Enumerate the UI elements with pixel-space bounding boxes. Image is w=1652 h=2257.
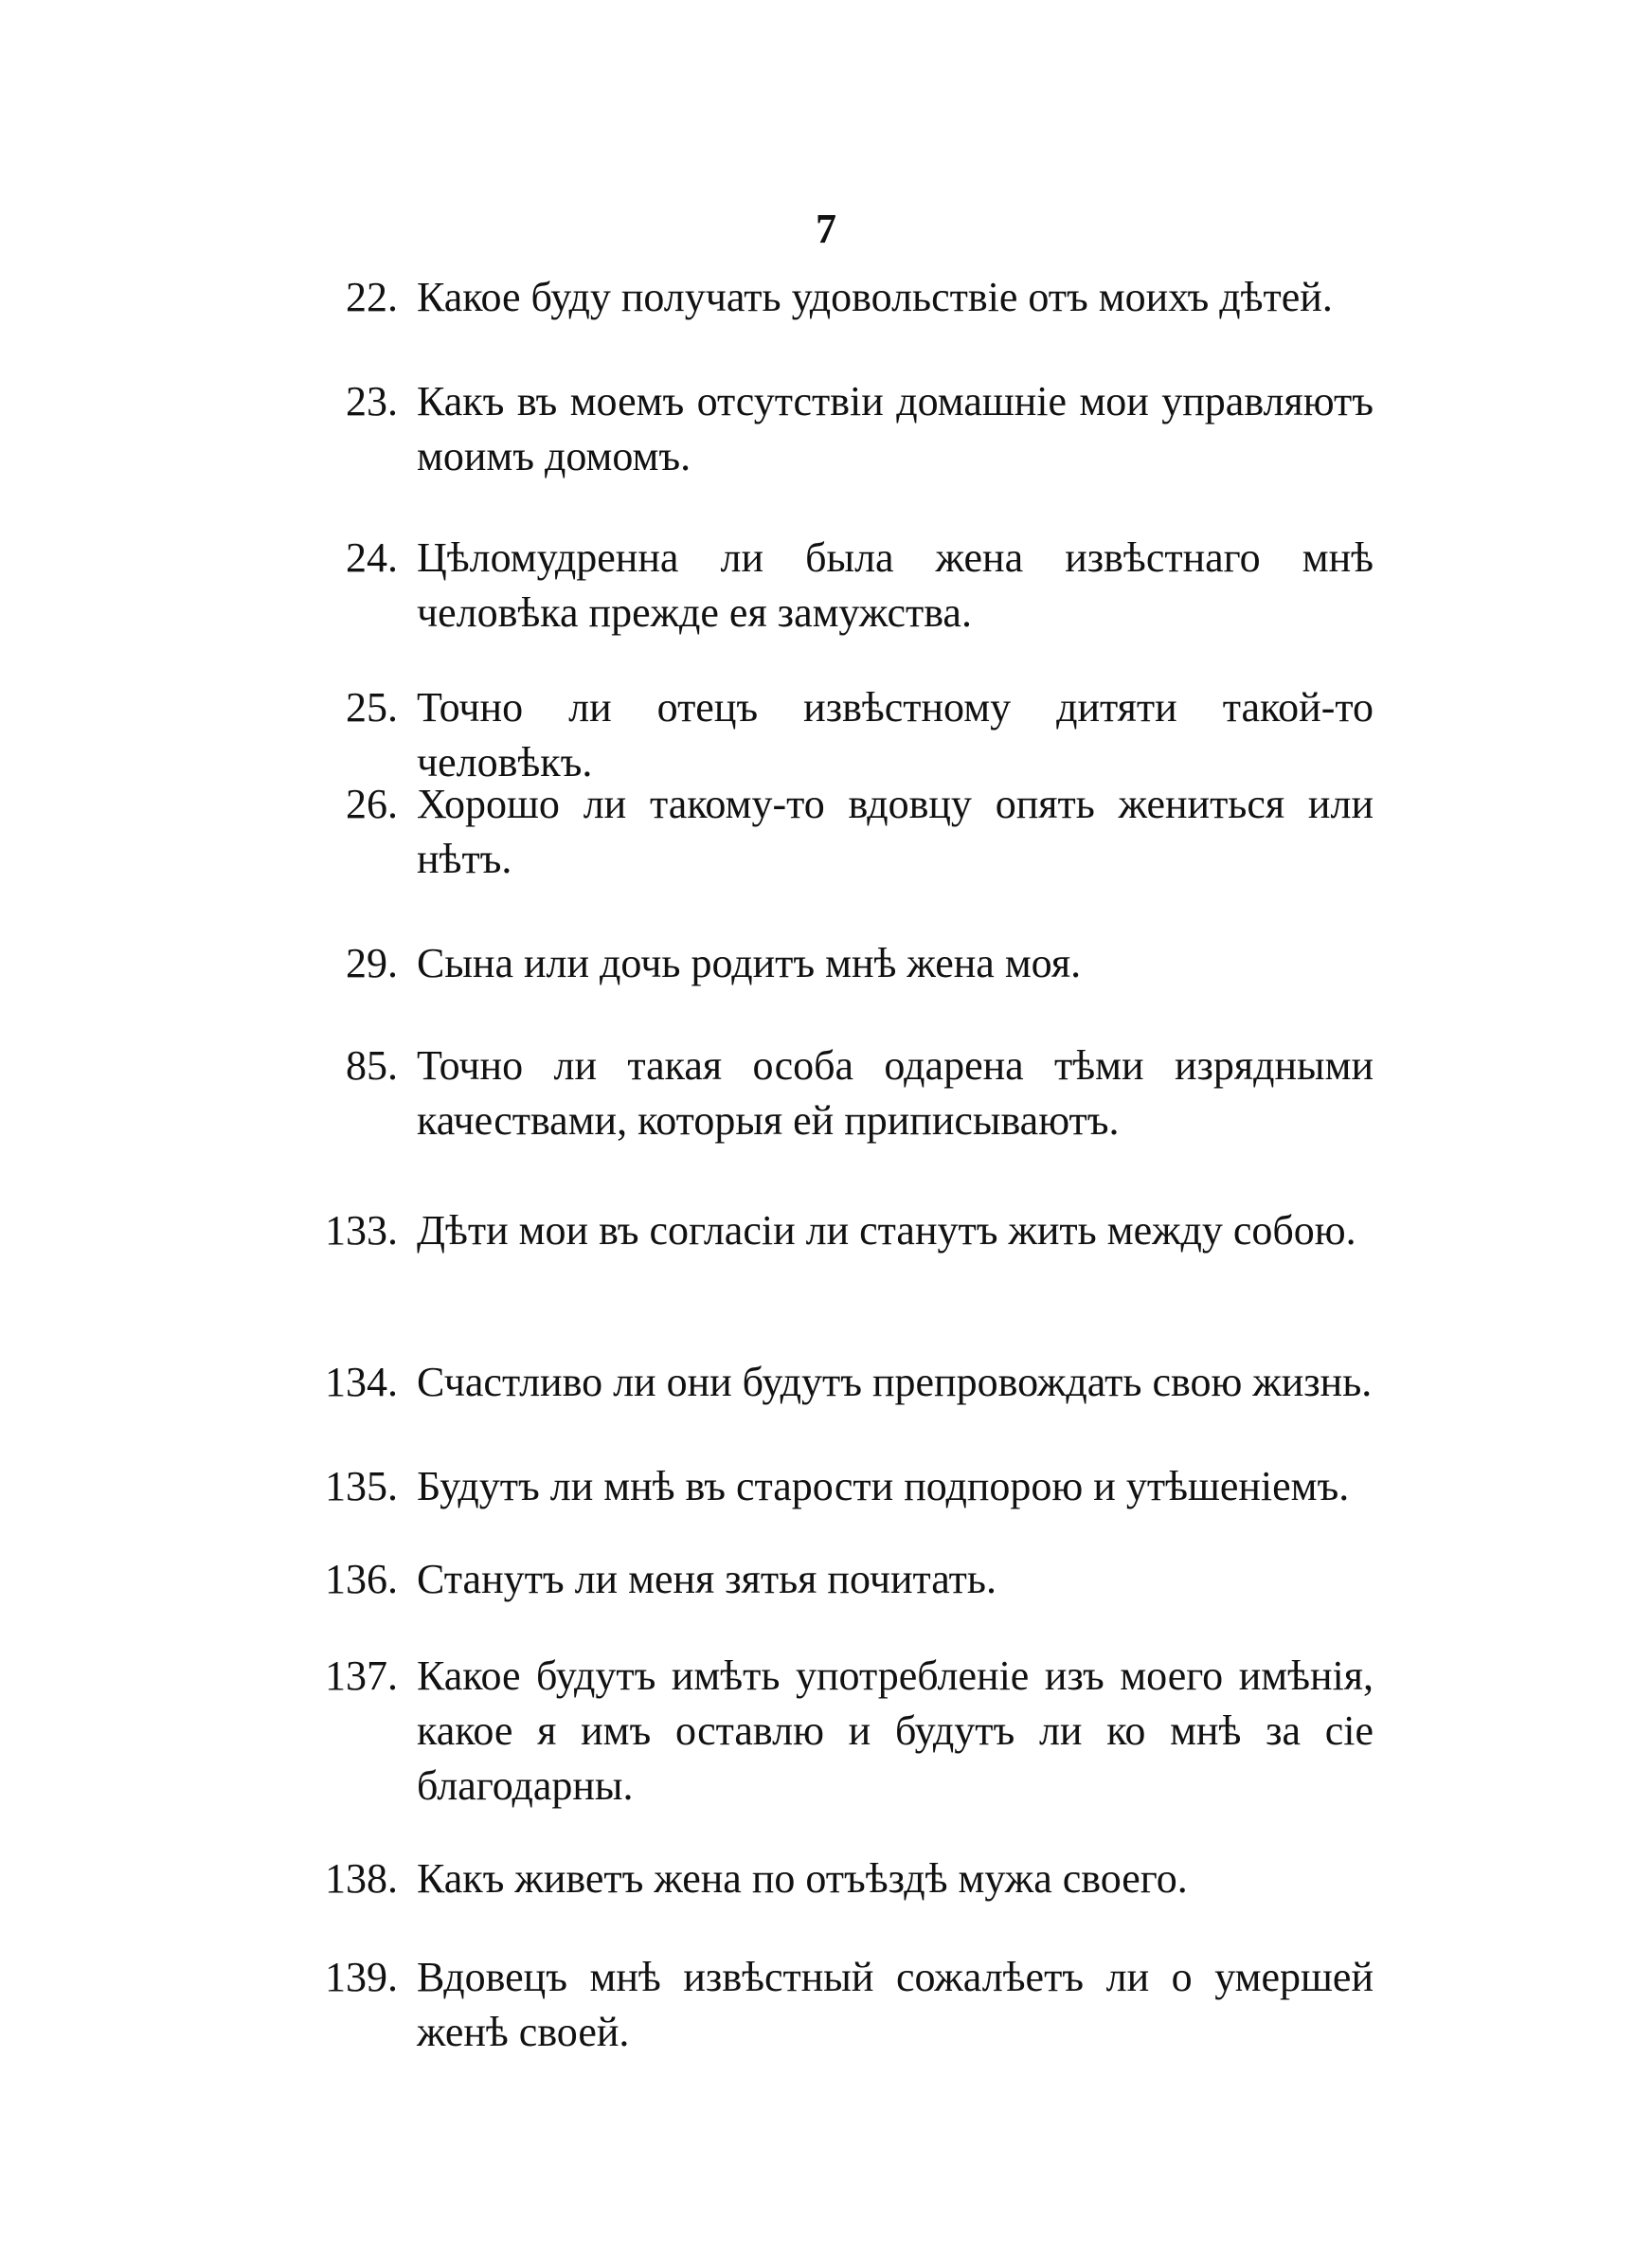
entry-number: 23. (346, 378, 398, 424)
entry-text: Вдовецъ мнѣ извѣстный сожалѣетъ ли о умершей женѣ своей. (417, 1954, 1374, 2055)
list-item (284, 270, 1374, 325)
entry-text: Точно ли такая особа одарена тѣми изрядными качествами, которыя ей приписываютъ. (417, 1042, 1374, 1144)
entry-number: 135. (325, 1463, 398, 1509)
entry-text: Счастливо ли они будутъ препровождать свою жизнь. (417, 1359, 1373, 1405)
list-item (284, 1649, 1374, 1814)
entry-text: Станутъ ли меня зятья почитать. (417, 1556, 997, 1602)
entry-number: 134. (325, 1359, 398, 1405)
list-item (284, 1355, 1374, 1410)
list-item (284, 1203, 1374, 1258)
entry-number: 29. (346, 940, 398, 986)
list-item (284, 1459, 1374, 1514)
entry-text: Какъ въ моемъ отсутствіи домашніе мои управляютъ моимъ домомъ. (417, 378, 1374, 479)
entry-text: Какъ живетъ жена по отъѣздѣ мужа своего. (417, 1855, 1188, 1902)
list-item (284, 936, 1374, 991)
entry-text: Дѣти мои въ согласіи ли станутъ жить между собою. (417, 1207, 1356, 1254)
entry-number: 24. (346, 534, 398, 581)
list-item (284, 531, 1374, 641)
entry-number: 85. (346, 1042, 398, 1089)
entry-number: 136. (325, 1556, 398, 1602)
list-item (284, 1552, 1374, 1607)
entry-text: Точно ли отецъ извѣстному дитяти такой-то человѣкъ. (417, 684, 1374, 785)
entry-number: 133. (325, 1207, 398, 1254)
entry-number: 139. (325, 1954, 398, 2000)
entry-text: Сына или дочь родитъ мнѣ жена моя. (417, 940, 1082, 986)
list-item (284, 680, 1374, 790)
list-item (284, 374, 1374, 484)
entry-text: Какое буду получать удовольствіе отъ моихъ дѣтей. (417, 274, 1333, 320)
list-item (284, 1851, 1374, 1906)
page-number: 7 (816, 206, 836, 252)
entry-text: Хорошо ли такому-то вдовцу опять жениться или нѣтъ. (417, 781, 1374, 882)
entry-text: Цѣломудренна ли была жена извѣстнаго мнѣ человѣка прежде ея замужства. (417, 534, 1374, 636)
list-item (284, 1038, 1374, 1148)
entry-number: 25. (346, 684, 398, 731)
entry-text: Будутъ ли мнѣ въ старости подпорою и утѣшеніемъ. (417, 1463, 1350, 1509)
entry-number: 26. (346, 781, 398, 827)
entry-text: Какое будутъ имѣть употребленіе изъ моего имѣнія, какое я имъ оставлю и будутъ ли ко мнѣ за сіе благодарны. (417, 1652, 1374, 1809)
entry-number: 138. (325, 1855, 398, 1902)
entry-number: 22. (346, 274, 398, 320)
list-item (284, 1950, 1374, 2060)
list-item (284, 777, 1374, 887)
entry-number: 137. (325, 1652, 398, 1699)
